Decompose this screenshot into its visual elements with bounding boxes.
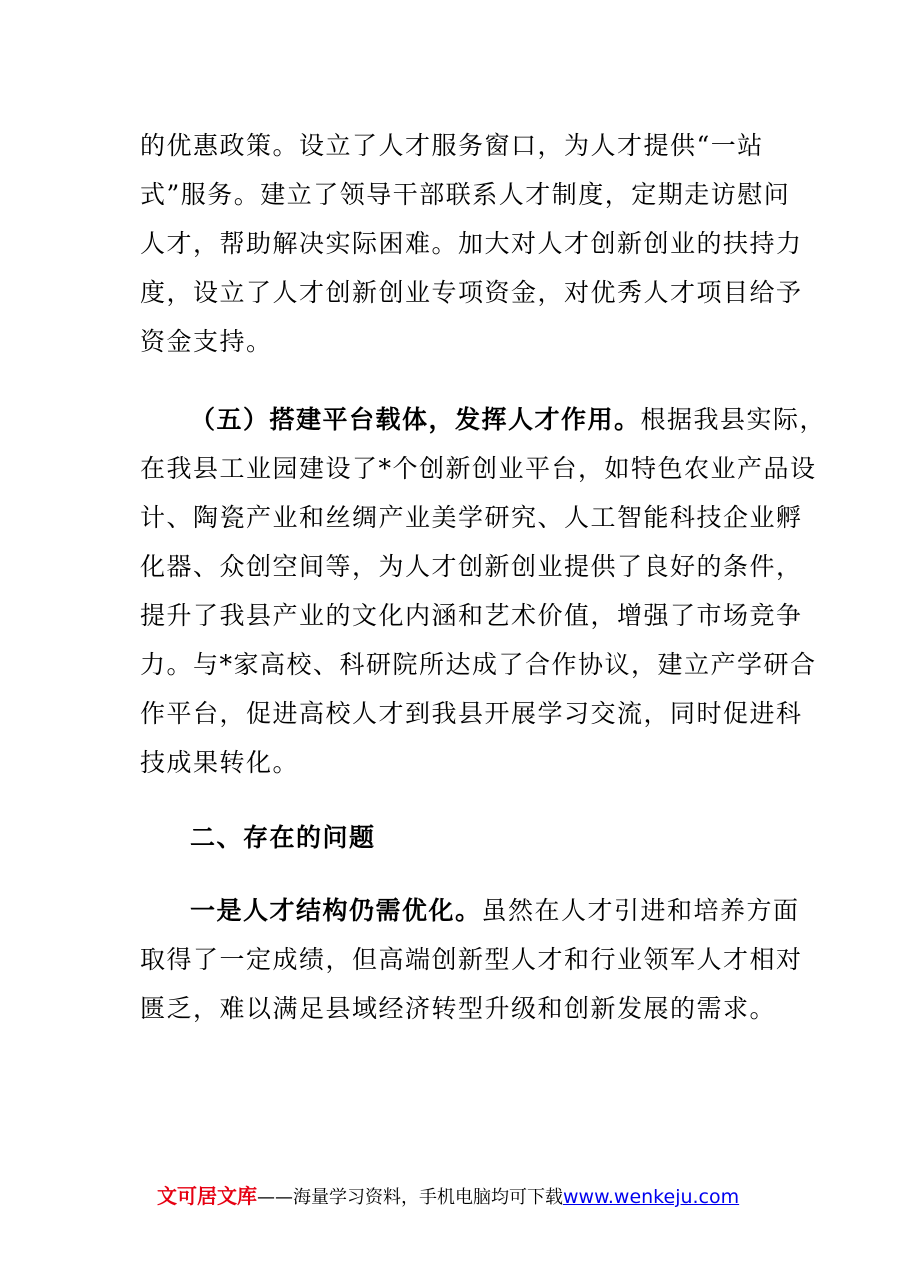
text-line: 作平台，促进高校人才到我县开展学习交流，同时促进科 (140, 699, 803, 728)
paragraph-lead-heading: 一是人才结构仍需优化。 (190, 896, 482, 925)
section-heading (140, 813, 780, 862)
text-line (140, 886, 800, 935)
paragraph-platform-carriers (140, 395, 827, 787)
text-line: 人才，帮助解决实际困难。加大对人才创新创业的扶持力 (140, 229, 803, 258)
text-line: 度，设立了人才创新创业专项资金，对优秀人才项目给予 (140, 278, 803, 307)
text-line: 匮乏，难以满足县域经济转型升级和创新发展的需求。 (140, 994, 777, 1023)
paragraph-lead-text: 根据我县实际， (640, 405, 827, 434)
text-line: 在我县工业园建设了*个创新创业平台，如特色农业产品设 (140, 454, 817, 483)
text-line: 式”服务。建立了领导干部联系人才制度，定期走访慰问 (140, 180, 791, 209)
text-line: 力。与*家高校、科研院所达成了合作协议，建立产学研合 (140, 650, 817, 679)
text-line: 提升了我县产业的文化内涵和艺术价值，增强了市场竞争 (140, 601, 803, 630)
paragraph-talent-structure (140, 886, 803, 1033)
text-line: 的优惠政策。设立了人才服务窗口，为人才提供“一站 (140, 131, 764, 160)
text-line: 计、陶瓷产业和丝绸产业美学研究、人工智能科技企业孵 (140, 503, 803, 532)
paragraph-preferential-policies (140, 121, 803, 366)
text-line: 资金支持。 (140, 327, 273, 356)
text-line: 取得了一定成绩，但高端创新型人才和行业领军人才相对 (140, 945, 803, 974)
text-line: 技成果转化。 (140, 748, 300, 777)
footer-tagline: ——海量学习资料，手机电脑均可下载 (257, 1187, 563, 1208)
text-line (140, 395, 827, 444)
footer-link[interactable]: www.wenkeju.com (563, 1186, 740, 1208)
section-heading-text: 二、存在的问题 (190, 823, 376, 852)
footer-brand: 文可居文库 (157, 1184, 257, 1208)
paragraph-lead-heading: （五）搭建平台载体，发挥人才作用。 (190, 405, 641, 434)
paragraph-lead-text: 虽然在人才引进和培养方面 (481, 896, 800, 925)
page-footer (157, 1181, 739, 1213)
text-line: 化器、众创空间等，为人才创新创业提供了良好的条件， (140, 552, 803, 581)
